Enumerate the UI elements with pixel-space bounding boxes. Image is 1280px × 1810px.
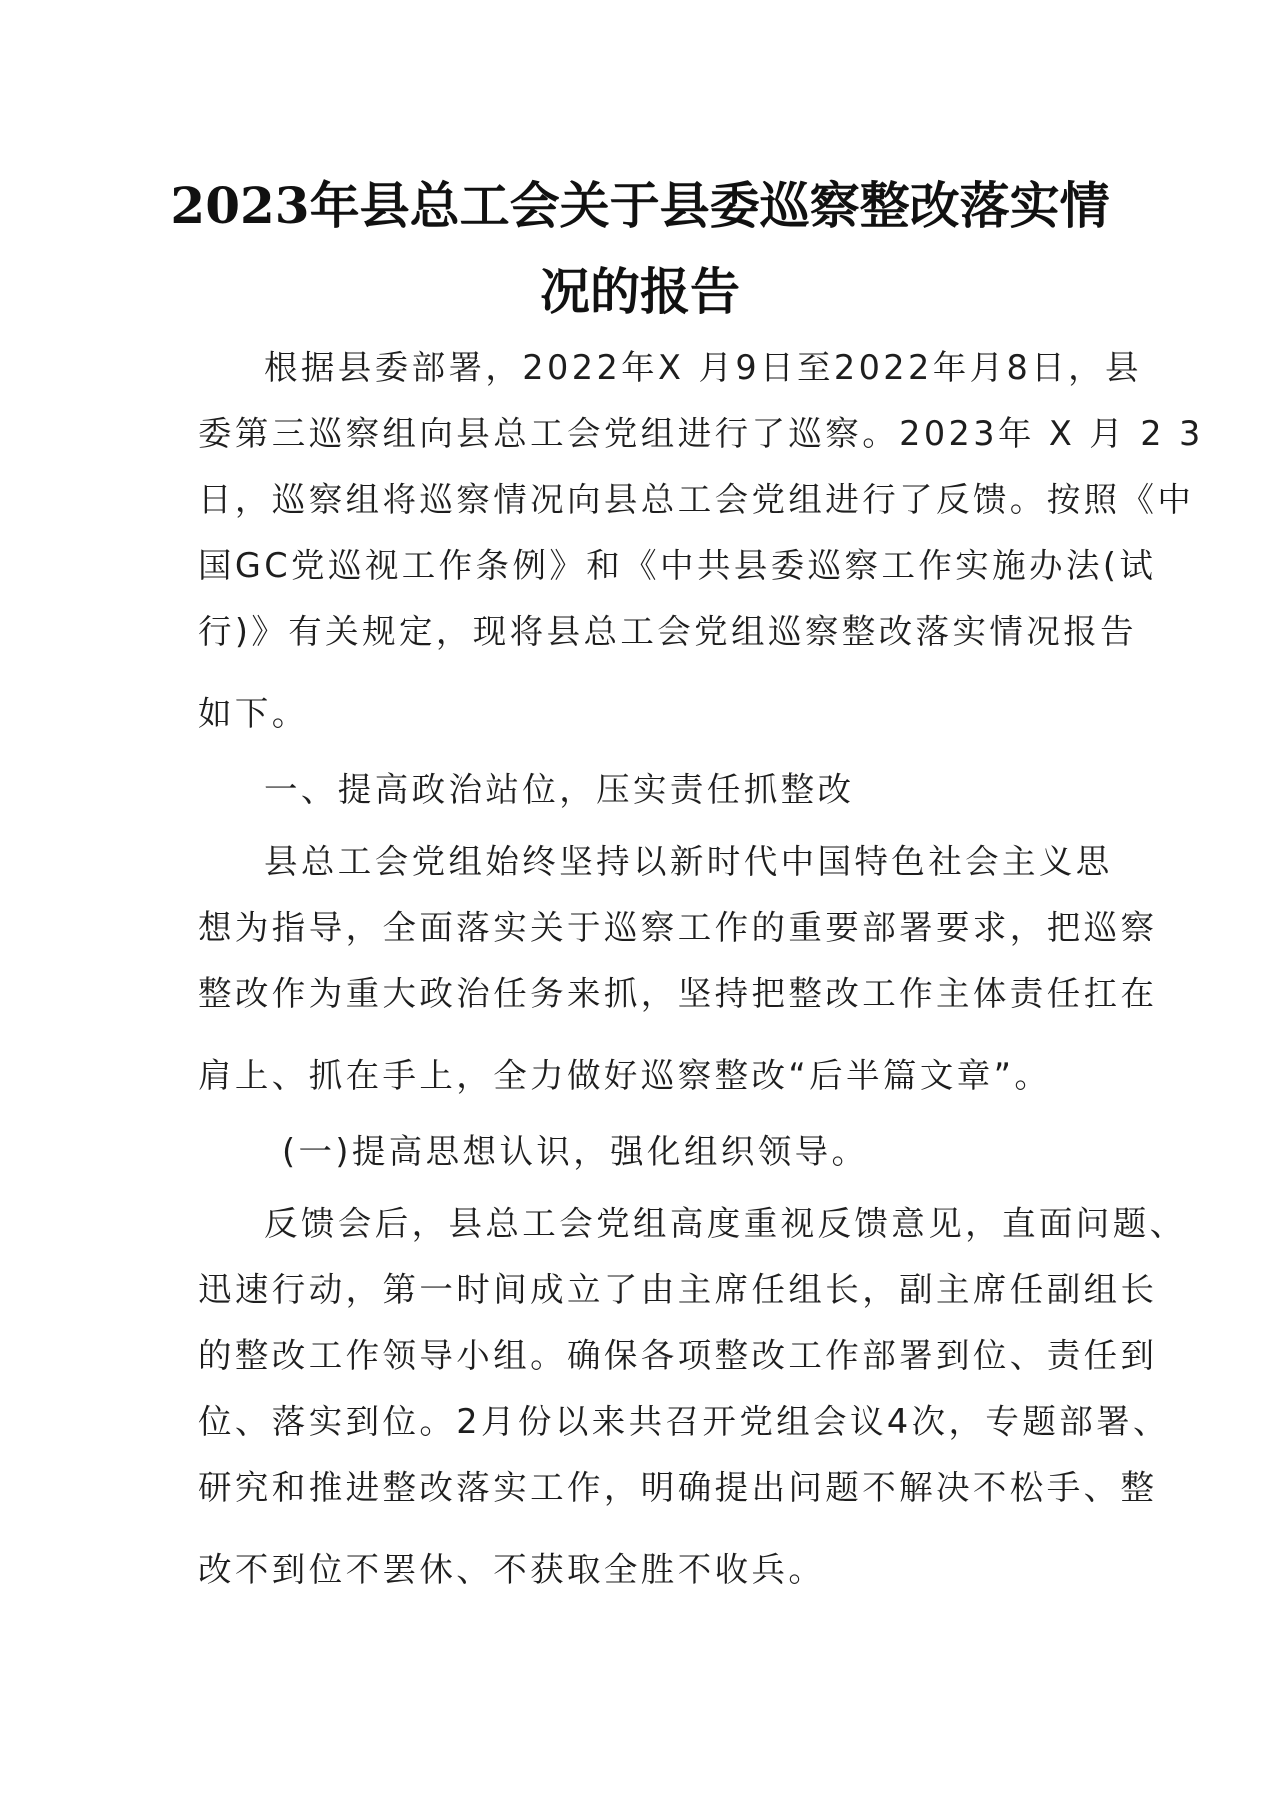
- paragraph-2-line-3: 整改作为重大政治任务来抓，坚持把整改工作主体责任扛在: [198, 974, 1158, 1013]
- paragraph-1-line-4: 国GC党巡视工作条例》和《中共县委巡察工作实施办法(试: [198, 546, 1157, 585]
- paragraph-1-line-2: 委第三巡察组向县总工会党组进行了巡察。2023年 X 月 2 3: [198, 414, 1204, 453]
- paragraph-2-line-1: 县总工会党组始终坚持以新时代中国特色社会主义思: [264, 842, 1113, 881]
- paragraph-3-line-4: 位、落实到位。2月份以来共召开党组会议4次，专题部署、: [198, 1402, 1170, 1441]
- paragraph-3-line-3: 的整改工作领导小组。确保各项整改工作部署到位、责任到: [198, 1336, 1158, 1375]
- paragraph-1-line-5: 行)》有关规定，现将县总工会党组巡察整改落实情况报告: [198, 612, 1137, 651]
- paragraph-3-line-6: 改不到位不罢休、不获取全胜不收兵。: [198, 1550, 826, 1589]
- subsection-heading-1: (一)提高思想认识，强化组织领导。: [282, 1132, 869, 1171]
- paragraph-3-line-5: 研究和推进整改落实工作，明确提出问题不解决不松手、整: [198, 1468, 1158, 1507]
- paragraph-2-line-4: 肩上、抓在手上，全力做好巡察整改“后半篇文章”。: [198, 1056, 1052, 1095]
- section-heading-1: 一、提高政治站位，压实责任抓整改: [264, 770, 855, 809]
- paragraph-2-line-2: 想为指导，全面落实关于巡察工作的重要部署要求，把巡察: [198, 908, 1158, 947]
- document-title-line-2: 况的报告: [540, 262, 740, 321]
- paragraph-1-line-1: 根据县委部署，2022年X 月9日至2022年月8日，县: [264, 348, 1142, 387]
- paragraph-1-line-3: 日，巡察组将巡察情况向县总工会党组进行了反馈。按照《中: [198, 480, 1195, 519]
- document-title-line-1: 2023年县总工会关于县委巡察整改落实情: [170, 176, 1110, 235]
- paragraph-1-line-6: 如下。: [198, 694, 309, 733]
- paragraph-3-line-2: 迅速行动，第一时间成立了由主席任组长，副主席任副组长: [198, 1270, 1158, 1309]
- paragraph-3-line-1: 反馈会后，县总工会党组高度重视反馈意见，直面问题、: [264, 1204, 1187, 1243]
